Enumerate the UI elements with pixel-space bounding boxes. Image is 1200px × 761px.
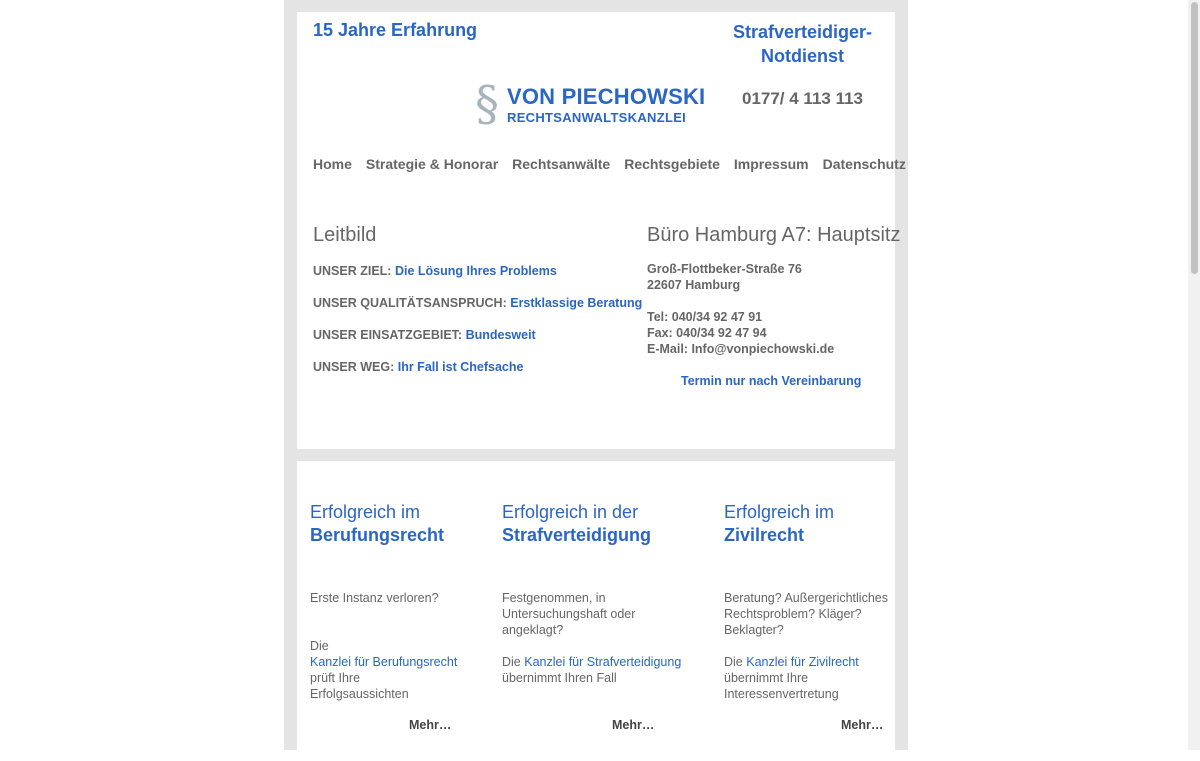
column-heading-line1: Erfolgreich im (724, 502, 835, 522)
column-heading-line2[interactable]: Zivilrecht (724, 525, 805, 545)
header-panel (297, 12, 906, 449)
nav-datenschutz[interactable]: Datenschutz (822, 156, 906, 172)
column-description (502, 654, 702, 686)
scrollbar-thumb[interactable] (1191, 2, 1198, 274)
experience-headline: 15 Jahre Erfahrung (313, 20, 478, 40)
nav-impressum[interactable]: Impressum (733, 156, 809, 172)
leitbild-value[interactable]: Bundesweit (465, 328, 536, 342)
office-email[interactable]: E-Mail: Info@vonpiechowski.de (647, 342, 835, 356)
column-post: Interessenvertretung (724, 687, 839, 701)
column-pre: Die (310, 639, 329, 653)
more-link[interactable]: Mehr… (409, 718, 452, 732)
emergency-phone[interactable]: 0177/ 4 113 113 (741, 89, 864, 108)
more-link[interactable]: Mehr… (612, 718, 655, 732)
nav-home[interactable]: Home (313, 156, 352, 172)
office-fax: Fax: 040/34 92 47 94 (647, 326, 767, 340)
leitbild-label: UNSER QUALITÄTSANSPRUCH: (313, 296, 511, 310)
column-post: übernimmt Ihren Fall (502, 671, 617, 685)
office-city: 22607 Hamburg (647, 278, 741, 292)
column-pre: Die (502, 655, 525, 669)
more-link[interactable]: Mehr… (841, 718, 884, 732)
leitbild-item (313, 296, 642, 310)
column-post: prüft Ihre (310, 671, 361, 685)
column-description (310, 638, 480, 702)
office-street: Groß-Flottbeker-Straße 76 (647, 262, 802, 276)
leitbild-label: UNSER WEG: (313, 360, 398, 374)
leitbild-value[interactable]: Erstklassige Beratung (510, 296, 643, 310)
logo-subtitle: RECHTSANWALTSKANZLEI (507, 110, 687, 125)
column-question-line: Festgenommen, in (502, 591, 606, 605)
column-heading-line1: Erfolgreich im (310, 502, 421, 522)
column-heading-line1: Erfolgreich in der (502, 502, 639, 522)
column-question-line: angeklagt? (502, 623, 564, 637)
logo-name: VON PIECHOWSKI (507, 84, 706, 109)
column-description (724, 654, 894, 702)
leitbild-value[interactable]: Ihr Fall ist Chefsache (397, 360, 524, 374)
appointment-link[interactable]: Termin nur nach Vereinbarung (681, 374, 862, 388)
column-link[interactable]: Kanzlei für Berufungsrecht (310, 655, 458, 669)
practice-column-berufungsrecht (310, 501, 480, 547)
nav-rechtsgebiete[interactable]: Rechtsgebiete (624, 156, 720, 172)
column-post: Erfolgsaussichten (310, 687, 409, 701)
leitbild-label: UNSER ZIEL: (313, 264, 395, 278)
column-heading-line2[interactable]: Strafverteidigung (502, 525, 652, 545)
column-question (502, 590, 692, 638)
leitbild-label: UNSER EINSATZGEBIET: (313, 328, 466, 342)
column-pre: Die (724, 655, 747, 669)
main-navigation (313, 156, 920, 172)
leitbild-item (313, 360, 523, 374)
column-link[interactable]: Kanzlei für Strafverteidigung (524, 655, 682, 669)
column-heading-line2[interactable]: Berufungsrecht (310, 525, 445, 545)
leitbild-item (313, 264, 557, 278)
column-question-line: Rechtsproblem? Kläger? (724, 607, 862, 621)
leitbild-value[interactable]: Die Lösung Ihres Problems (394, 264, 557, 278)
practice-column-zivilrecht (724, 501, 894, 547)
column-question-line: Untersuchungshaft oder (502, 607, 636, 621)
leitbild-title: Leitbild (313, 224, 377, 246)
paragraph-icon: § (475, 76, 499, 132)
office-tel[interactable]: Tel: 040/34 92 47 91 (647, 310, 763, 324)
column-question-line: Beklagter? (724, 623, 784, 637)
emergency-title-line2: Notdienst (761, 46, 844, 66)
emergency-title-line1: Strafverteidiger- (732, 22, 873, 42)
practice-column-strafverteidigung (502, 501, 692, 547)
leitbild-item (313, 328, 536, 342)
column-post: übernimmt Ihre (724, 671, 809, 685)
column-question-line: Beratung? Außergerichtliches (724, 591, 888, 605)
column-link[interactable]: Kanzlei für Zivilrecht (746, 655, 859, 669)
office-title: Büro Hamburg A7: Hauptsitz (647, 224, 901, 246)
column-question (724, 590, 894, 638)
scrollbar[interactable] (1188, 0, 1200, 750)
nav-strategie-honorar[interactable]: Strategie & Honorar (365, 156, 499, 172)
practice-areas-panel (297, 461, 895, 761)
column-question: Erste Instanz verloren? (310, 591, 439, 605)
nav-rechtsanwaelte[interactable]: Rechtsanwälte (512, 156, 611, 172)
emergency-service-title[interactable] (720, 20, 885, 68)
logo[interactable] (475, 76, 706, 132)
